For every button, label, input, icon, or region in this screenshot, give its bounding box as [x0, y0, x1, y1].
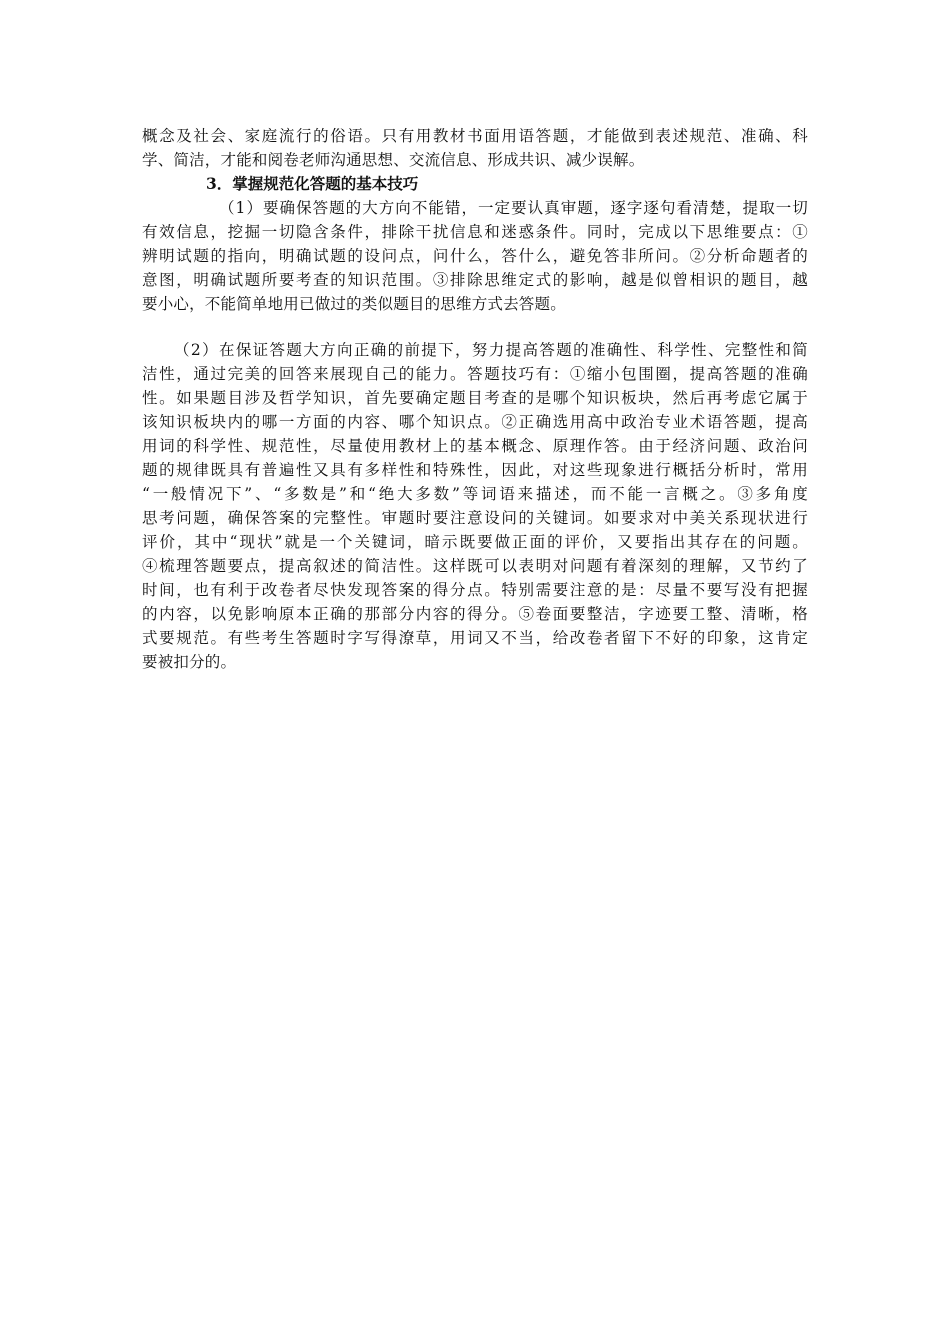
intro-paragraph — [142, 124, 808, 172]
intro-line-2: 学、简洁，才能和阅卷老师沟通思想、交流信息、形成共识、减少误解。 — [142, 151, 645, 169]
paragraph-2-line-7: “一般情况下”、“多数是”和“绝大多数”等词语来描述，而不能一言概之。③多角度 — [142, 485, 808, 503]
paragraph-2-line-4: 该知识板块内的哪一方面的内容、哪个知识点。②正确选用高中政治专业术语答题，提高 — [142, 413, 808, 431]
paragraph-2-line-1: （2）在保证答题大方向正确的前提下，努力提高答题的准确性、科学性、完整性和简 — [174, 341, 808, 359]
section-heading: 3．掌握规范化答题的基本技巧 — [206, 174, 419, 193]
paragraph-2-line-10: ④梳理答题要点，提高叙述的简洁性。这样既可以表明对问题有着深刻的理解，又节约了 — [142, 557, 808, 575]
paragraph-2-line-3: 性。如果题目涉及哲学知识，首先要确定题目考查的是哪个知识板块，然后再考虑它属于 — [142, 389, 808, 407]
paragraph-2-line-12: 的内容，以免影响原本正确的那部分内容的得分。⑤卷面要整洁，字迹要工整、清晰，格 — [142, 605, 808, 623]
paragraph-2-line-11: 时间，也有利于改卷者尽快发现答案的得分点。特别需要注意的是：尽量不要写没有把握 — [142, 581, 808, 599]
paragraph-2-line-13: 式要规范。有些考生答题时字写得潦草，用词又不当，给改卷者留下不好的印象，这肯定 — [142, 629, 808, 647]
paragraph-2-line-5: 用词的科学性、规范性，尽量使用教材上的基本概念、原理作答。由于经济问题、政治问 — [142, 437, 808, 455]
paragraph-1 — [142, 196, 808, 316]
paragraph-1-line-5: 要小心，不能简单地用已做过的类似题目的思维方式去答题。 — [142, 295, 566, 313]
paragraph-spacer — [142, 316, 808, 338]
paragraph-2-line-9: 评价，其中“现状”就是一个关键词，暗示既要做正面的评价，又要指出其存在的问题。 — [142, 533, 808, 551]
paragraph-2-line-6: 题的规律既具有普遍性又具有多样性和特殊性，因此，对这些现象进行概括分析时，常用 — [142, 461, 808, 479]
document-page — [142, 124, 808, 674]
paragraph-1-line-3: 辨明试题的指向，明确试题的设问点，问什么，答什么，避免答非所问。②分析命题者的 — [142, 247, 808, 265]
paragraph-1-line-1: （1）要确保答题的大方向不能错，一定要认真审题，逐字逐句看清楚，提取一切 — [219, 199, 808, 217]
paragraph-1-line-2: 有效信息，挖掘一切隐含条件，排除干扰信息和迷惑条件。同时，完成以下思维要点：① — [142, 223, 808, 241]
paragraph-2-line-8: 思考问题，确保答案的完整性。审题时要注意设问的关键词。如要求对中美关系现状进行 — [142, 509, 808, 527]
paragraph-2-line-14: 要被扣分的。 — [142, 653, 237, 671]
paragraph-2-line-2: 洁性，通过完美的回答来展现自己的能力。答题技巧有：①缩小包围圈，提高答题的准确 — [142, 365, 808, 383]
intro-line-1: 概念及社会、家庭流行的俗语。只有用教材书面用语答题，才能做到表述规范、准确、科 — [142, 127, 808, 145]
paragraph-2 — [142, 338, 808, 674]
paragraph-1-line-4: 意图，明确试题所要考查的知识范围。③排除思维定式的影响，越是似曾相识的题目，越 — [142, 271, 808, 289]
